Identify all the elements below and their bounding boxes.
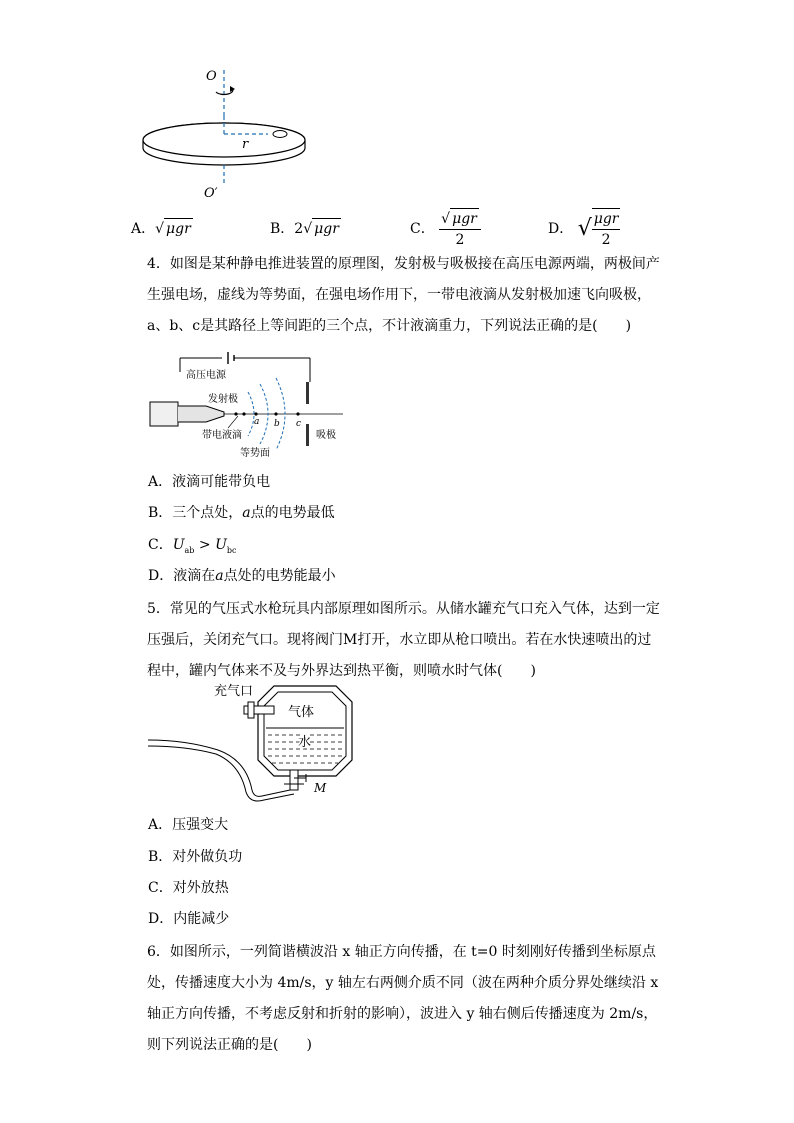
axis-label-o: O bbox=[206, 69, 217, 84]
water-label: 水 bbox=[298, 735, 312, 750]
gas-label: 气体 bbox=[288, 705, 315, 720]
q5-option-c: C．对外放热 bbox=[148, 880, 229, 896]
inlet-label: 充气口 bbox=[214, 684, 254, 699]
q4-option-b: B．三个点处，a点的电势最低 bbox=[148, 505, 335, 521]
point-a-label: a bbox=[254, 417, 260, 427]
q3-option-d-fraction: $\frac{\text{μgr}}{2}$ bbox=[592, 208, 621, 250]
point-c-label: c bbox=[296, 419, 302, 429]
droplet-label: 带电液滴 bbox=[202, 430, 242, 441]
water-gun-figure bbox=[146, 680, 366, 810]
question-6-stem: 6．如图所示，一列简谐横波沿 x 轴正方向传播，在 t=0 时刻刚好传播到坐标原点处，传播速度大小为 4m/s，y 轴左右两侧介质不同（波在两种介质分界处继续沿 x 轴正方向传播，不考虑反射和折射的影响），波进入 y 轴右侧后传播速度为 2m/s，则下列说法正确的是( ) bbox=[147, 944, 659, 1053]
valve-label: M bbox=[314, 781, 327, 795]
q3-option-b: B．2√ μgr bbox=[270, 218, 341, 239]
q5-option-a: A．压强变大 bbox=[148, 817, 229, 833]
q3-option-c: C． $\frac{\text{√ μgr}}{2}$ bbox=[410, 208, 481, 250]
equipotential-label: 等势面 bbox=[240, 448, 270, 459]
q4-option-a: A．液滴可能带负电 bbox=[148, 474, 271, 490]
q5-option-b: B．对外做负功 bbox=[148, 849, 243, 865]
power-supply-label: 高压电源 bbox=[186, 370, 226, 381]
absorber-label: 吸极 bbox=[316, 430, 336, 441]
electrostatic-thruster-figure bbox=[148, 344, 348, 460]
emitter-label: 发射极 bbox=[208, 394, 238, 405]
rotating-disk-figure bbox=[138, 64, 308, 204]
axis-label-o-prime: O′ bbox=[204, 186, 218, 201]
q3-option-b-radicand: μgr bbox=[312, 218, 341, 239]
q3-option-a: A．√ μgr bbox=[131, 218, 193, 239]
point-b-label: b bbox=[274, 419, 280, 429]
question-4-stem: 4．如图是某种静电推进装置的原理图，发射极与吸极接在高压电源两端，两极间产生强电场，虚线为等势面，在强电场作用下，一带电液滴从发射极加速飞向吸极，a、b、c是其路径上等间距的三个点，不计液滴重力，下列说法正确的是( ) bbox=[147, 256, 660, 334]
q4-option-d: D．液滴在a点处的电势能最小 bbox=[148, 568, 336, 584]
q3-option-c-fraction: $\frac{\text{√ μgr}}{2}$ bbox=[439, 208, 481, 250]
q4-option-c: C．$U_{ab} > U_{bc}$ bbox=[148, 537, 237, 555]
q3-option-d: D． √ $\frac{\text{μgr}}{2}$ bbox=[548, 208, 620, 250]
q5-option-d: D．内能减少 bbox=[148, 911, 230, 927]
question-5-stem: 5．常见的气压式水枪玩具内部原理如图所示。从储水罐充气口充入气体，达到一定压强后，关闭充气口。现将阀门M打开，水立即从枪口喷出。若在水快速喷出的过程中，罐内气体来不及与外界达到热平衡，则喷水时气体( ) bbox=[147, 601, 660, 679]
radius-label: r bbox=[242, 137, 249, 152]
q3-option-a-radicand: μgr bbox=[164, 218, 193, 239]
